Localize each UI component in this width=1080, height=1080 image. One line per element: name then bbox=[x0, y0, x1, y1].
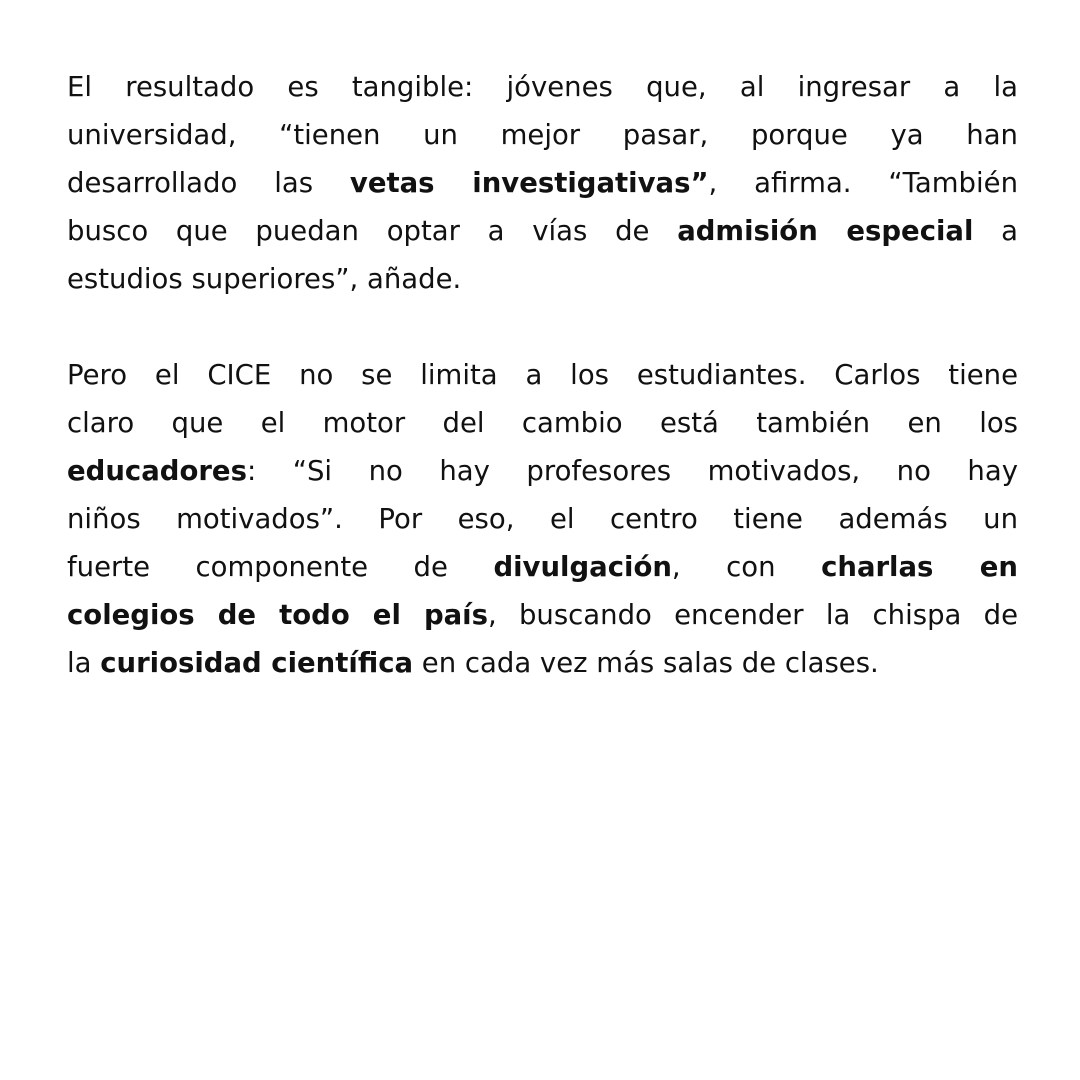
text: Pero el CICE no se limita a los estudiantes. Carlos tiene bbox=[67, 359, 1018, 391]
text: a bbox=[973, 215, 1018, 247]
text-line bbox=[67, 111, 1018, 159]
bold-text: vetas investigativas” bbox=[349, 167, 709, 199]
text: busco que puedan optar a vías de bbox=[67, 215, 678, 247]
paragraph bbox=[67, 63, 1018, 303]
text-line bbox=[67, 207, 1018, 255]
text-line bbox=[67, 399, 1018, 447]
bold-text: admisión especial bbox=[677, 215, 974, 247]
bold-text: educadores bbox=[67, 455, 247, 487]
text: en cada vez más salas de clases. bbox=[413, 647, 879, 679]
article-body bbox=[67, 63, 1018, 735]
text: claro que el motor del cambio está también en los bbox=[67, 407, 1018, 439]
text-line bbox=[67, 63, 1018, 111]
paragraph bbox=[67, 351, 1018, 687]
bold-text: colegios de todo el país bbox=[67, 599, 488, 631]
text: niños motivados”. Por eso, el centro tiene además un bbox=[67, 503, 1018, 535]
bold-text: curiosidad científica bbox=[100, 647, 414, 679]
text: , buscando encender la chispa de bbox=[487, 599, 1018, 631]
text: , afirma. “También bbox=[708, 167, 1018, 199]
text: : “Si no hay profesores motivados, no hay bbox=[246, 455, 1018, 487]
text: estudios superiores”, añade. bbox=[67, 263, 462, 295]
text: , con bbox=[671, 551, 822, 583]
text-line bbox=[67, 159, 1018, 207]
text-line bbox=[67, 591, 1018, 639]
text-line bbox=[67, 495, 1018, 543]
bold-text: divulgación bbox=[493, 551, 672, 583]
text: la bbox=[67, 647, 101, 679]
text: desarrollado las bbox=[67, 167, 350, 199]
text-line bbox=[67, 447, 1018, 495]
bold-text: charlas en bbox=[821, 551, 1018, 583]
text: universidad, “tienen un mejor pasar, porque ya han bbox=[67, 119, 1018, 151]
text-line bbox=[67, 639, 1018, 687]
text-line bbox=[67, 255, 1018, 303]
text-line bbox=[67, 351, 1018, 399]
text: fuerte componente de bbox=[67, 551, 494, 583]
text-line bbox=[67, 543, 1018, 591]
text: El resultado es tangible: jóvenes que, al ingresar a la bbox=[67, 71, 1018, 103]
